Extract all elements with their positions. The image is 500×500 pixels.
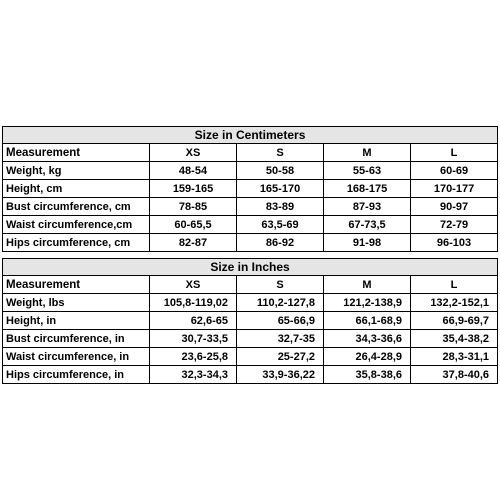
table-cell: 121,2-138,9 [324, 294, 411, 312]
header-cell: Measurement [3, 276, 150, 294]
table-row [3, 330, 498, 348]
row-label: Bust circumference, in [3, 330, 150, 348]
table-cell: 55-63 [324, 162, 411, 180]
row-label: Hips circumference, cm [3, 234, 150, 252]
table-cell: 26,4-28,9 [324, 348, 411, 366]
table-row [3, 216, 498, 234]
table-cell: 60-65,5 [150, 216, 237, 234]
table-cell: 110,2-127,8 [237, 294, 324, 312]
table-row [3, 198, 498, 216]
header-cell: S [237, 276, 324, 294]
table-cell: 23,6-25,8 [150, 348, 237, 366]
row-label: Weight, kg [3, 162, 150, 180]
table-cell: 34,3-36,6 [324, 330, 411, 348]
table-cell: 28,3-31,1 [411, 348, 498, 366]
table-cell: 60-69 [411, 162, 498, 180]
table-cell: 63,5-69 [237, 216, 324, 234]
table-cell: 35,8-38,6 [324, 366, 411, 384]
table-title: Size in Centimeters [3, 127, 498, 144]
table-cell: 83-89 [237, 198, 324, 216]
table-cell: 66,1-68,9 [324, 312, 411, 330]
header-cell: XS [150, 276, 237, 294]
table-cell: 132,2-152,1 [411, 294, 498, 312]
table-cell: 37,8-40,6 [411, 366, 498, 384]
table-cell: 30,7-33,5 [150, 330, 237, 348]
table-cell: 90-97 [411, 198, 498, 216]
table-cell: 25-27,2 [237, 348, 324, 366]
table-cell: 50-58 [237, 162, 324, 180]
row-label: Waist circumference, in [3, 348, 150, 366]
table-cell: 65-66,9 [237, 312, 324, 330]
row-label: Height, in [3, 312, 150, 330]
table-row [3, 348, 498, 366]
table-header-row [3, 276, 498, 294]
table-title: Size in Inches [3, 259, 498, 276]
table-header-row [3, 144, 498, 162]
row-label: Weight, lbs [3, 294, 150, 312]
table-cell: 62,6-65 [150, 312, 237, 330]
table-cell: 87-93 [324, 198, 411, 216]
table-cell: 91-98 [324, 234, 411, 252]
table-cell: 96-103 [411, 234, 498, 252]
table-cell: 159-165 [150, 180, 237, 198]
table-row [3, 162, 498, 180]
table-row [3, 234, 498, 252]
row-label: Bust circumference, cm [3, 198, 150, 216]
header-cell: Measurement [3, 144, 150, 162]
table-cell: 32,3-34,3 [150, 366, 237, 384]
table-cell: 78-85 [150, 198, 237, 216]
table-cell: 33,9-36,22 [237, 366, 324, 384]
table-row [3, 366, 498, 384]
table-cell: 32,7-35 [237, 330, 324, 348]
size-table-centimeters [2, 126, 498, 252]
header-cell: M [324, 144, 411, 162]
table-row [3, 294, 498, 312]
table-cell: 67-73,5 [324, 216, 411, 234]
table-cell: 170-177 [411, 180, 498, 198]
table-cell: 72-79 [411, 216, 498, 234]
header-cell: S [237, 144, 324, 162]
table-row [3, 180, 498, 198]
table-cell: 48-54 [150, 162, 237, 180]
header-cell: L [411, 144, 498, 162]
table-cell: 86-92 [237, 234, 324, 252]
table-cell: 82-87 [150, 234, 237, 252]
table-cell: 168-175 [324, 180, 411, 198]
row-label: Height, cm [3, 180, 150, 198]
table-cell: 165-170 [237, 180, 324, 198]
row-label: Waist circumference,cm [3, 216, 150, 234]
header-cell: M [324, 276, 411, 294]
table-cell: 105,8-119,02 [150, 294, 237, 312]
table-cell: 35,4-38,2 [411, 330, 498, 348]
header-cell: L [411, 276, 498, 294]
table-cell: 66,9-69,7 [411, 312, 498, 330]
header-cell: XS [150, 144, 237, 162]
size-table-inches [2, 258, 498, 384]
row-label: Hips circumference, in [3, 366, 150, 384]
table-row [3, 312, 498, 330]
